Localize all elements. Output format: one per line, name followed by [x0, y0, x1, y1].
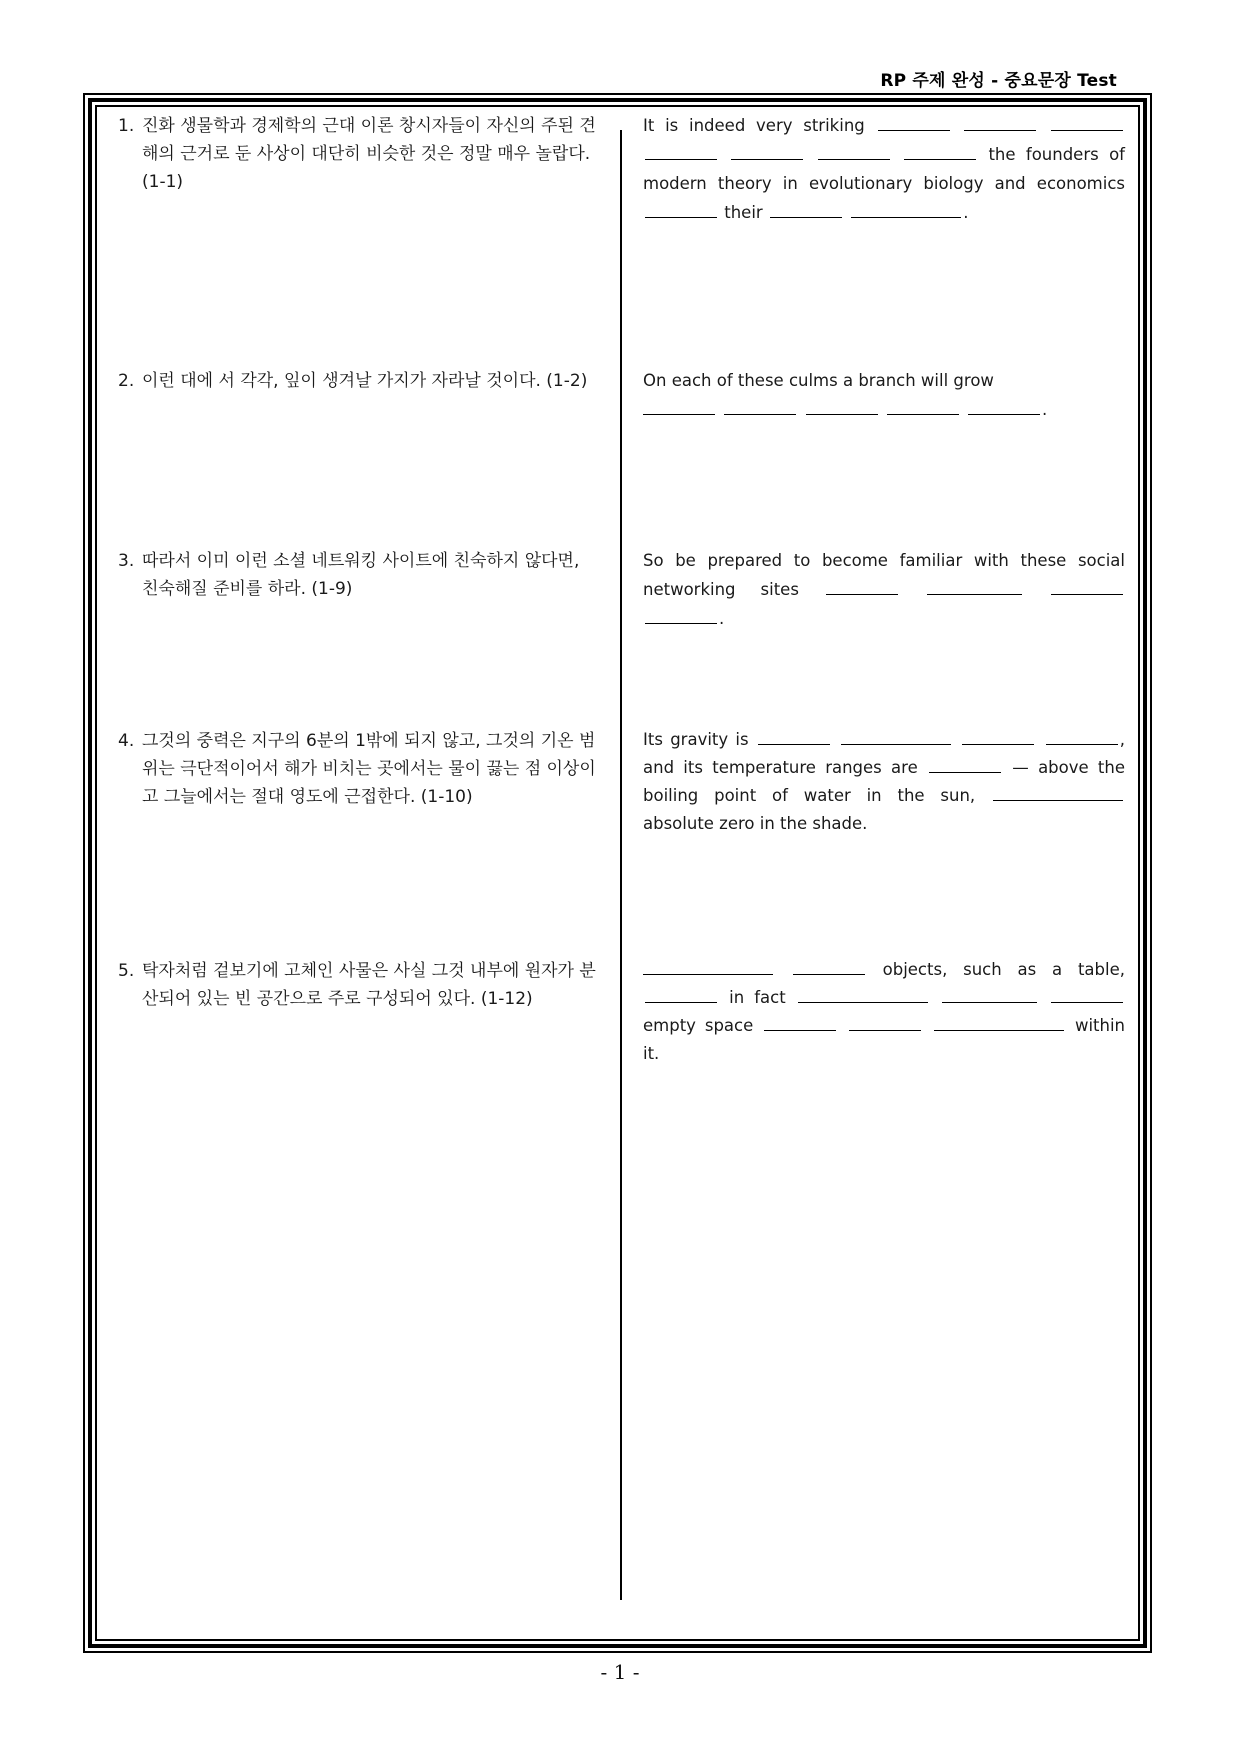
- english-text: their: [724, 203, 763, 222]
- blank[interactable]: [645, 609, 717, 624]
- blank[interactable]: [968, 400, 1040, 415]
- question-5-korean: [118, 957, 598, 1013]
- english-text: .: [963, 203, 969, 222]
- blank[interactable]: [643, 960, 773, 975]
- question-number: 1.: [118, 116, 135, 136]
- question-3-english: [643, 546, 1125, 633]
- blank[interactable]: [1051, 116, 1123, 131]
- question-number: 2.: [118, 371, 135, 391]
- blank[interactable]: [793, 960, 865, 975]
- english-text: , and its temperature ranges are: [643, 730, 1125, 777]
- blank[interactable]: [841, 730, 951, 745]
- english-text: Its gravity is: [643, 730, 749, 749]
- english-text: .: [719, 609, 725, 628]
- frame-border-inner: [95, 105, 1140, 1641]
- question-4-english: [643, 726, 1125, 838]
- korean-sentence: 따라서 이미 이런 소셜 네트워킹 사이트에 친숙하지 않다면, 친숙해질 준비를 하라. (1-9): [142, 551, 580, 599]
- blank[interactable]: [1046, 730, 1118, 745]
- blank[interactable]: [1051, 988, 1123, 1003]
- question-2-english: [643, 366, 1125, 424]
- blank[interactable]: [878, 116, 950, 131]
- question-5-english: [643, 956, 1125, 1068]
- blank[interactable]: [764, 1016, 836, 1031]
- blank[interactable]: [942, 988, 1037, 1003]
- english-text: in fact: [729, 988, 786, 1007]
- korean-sentence: 그것의 중력은 지구의 6분의 1밖에 되지 않고, 그것의 기온 범위는 극단적이어서 해가 비치는 곳에서는 물이 끓는 점 이상이고 그늘에서는 절대 영도에 근접한다. (1-10): [142, 731, 596, 807]
- blank[interactable]: [724, 400, 796, 415]
- question-3-korean: [118, 547, 598, 603]
- english-text: .: [1042, 400, 1048, 419]
- blank[interactable]: [964, 116, 1036, 131]
- blank[interactable]: [993, 786, 1123, 801]
- blank[interactable]: [1051, 580, 1123, 595]
- korean-sentence: 진화 생물학과 경제학의 근대 이론 창시자들이 자신의 주된 견해의 근거로 둔 사상이 대단히 비슷한 것은 정말 매우 놀랍다. (1-1): [142, 116, 596, 192]
- english-text: So be prepared to become familiar with these social networking sites: [643, 551, 1125, 599]
- blank[interactable]: [934, 1016, 1064, 1031]
- question-4-korean: [118, 727, 598, 811]
- page-header-title: RP 주제 완성 - 중요문장 Test: [880, 71, 1117, 91]
- english-text: absolute zero in the shade.: [643, 814, 868, 833]
- korean-sentence: 탁자처럼 겉보기에 고체인 사물은 사실 그것 내부에 원자가 분산되어 있는 빈 공간으로 주로 구성되어 있다. (1-12): [142, 961, 596, 1009]
- blank[interactable]: [962, 730, 1034, 745]
- question-1-english: [643, 111, 1125, 227]
- blank[interactable]: [929, 758, 1001, 773]
- question-number: 3.: [118, 551, 135, 571]
- english-text: It is indeed very striking: [643, 116, 865, 135]
- question-1-korean: [118, 112, 598, 196]
- question-number: 5.: [118, 961, 135, 981]
- blank[interactable]: [849, 1016, 921, 1031]
- column-divider: [620, 130, 622, 1600]
- blank[interactable]: [826, 580, 898, 595]
- blank[interactable]: [818, 145, 890, 160]
- blank[interactable]: [904, 145, 976, 160]
- blank[interactable]: [645, 988, 717, 1003]
- blank[interactable]: [645, 145, 717, 160]
- english-text: the: [988, 145, 1016, 164]
- english-text: On each of these culms a branch will grow: [643, 371, 994, 390]
- blank[interactable]: [806, 400, 878, 415]
- blank[interactable]: [798, 988, 928, 1003]
- blank[interactable]: [770, 203, 842, 218]
- english-text: empty space: [643, 1016, 754, 1035]
- blank[interactable]: [731, 145, 803, 160]
- question-number: 4.: [118, 731, 135, 751]
- english-text: founders of modern theory in evolutionary biology and economics: [643, 145, 1125, 193]
- english-text: objects, such as a table,: [882, 960, 1125, 979]
- blank[interactable]: [851, 203, 961, 218]
- english-text: within it.: [643, 1016, 1126, 1063]
- blank[interactable]: [887, 400, 959, 415]
- page-number: - 1 -: [600, 1660, 640, 1684]
- korean-sentence: 이런 대에 서 각각, 잎이 생겨날 가지가 자라날 것이다. (1-2): [142, 371, 588, 391]
- blank[interactable]: [758, 730, 830, 745]
- question-2-korean: [118, 367, 598, 395]
- blank[interactable]: [643, 400, 715, 415]
- blank[interactable]: [927, 580, 1022, 595]
- english-text: — above the boiling point of water in the sun,: [643, 758, 1126, 805]
- blank[interactable]: [645, 203, 717, 218]
